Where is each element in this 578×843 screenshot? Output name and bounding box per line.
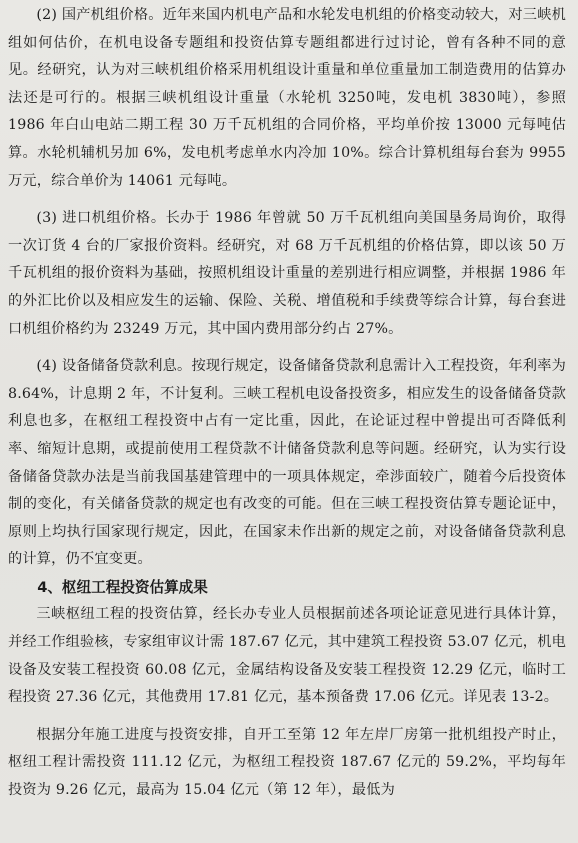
paragraph-domestic-unit-price: (2) 国产机组价格。近年来国内机电产品和水轮发电机组的价格变动较大，对三峡机组如何估价，在机电设备专题组和投资估算专题组都进行过讨论，曾有各种不同的意见。经研究，认为对三峡机组价格采用机组设计重量和单位重量加工制造费用的估算办法还是可行的。根据三峡机组设计重量（水轮机 3250吨，发电机 3830吨），参照 1986 年白山电站二期工程 30 万千瓦机组的合同价格，平均单价按 13000 元每吨估算。水轮机辅机另加 6%，发电机考虑单水内冷加 10%。综合计算机组每台套为 9955 万元，综合单价为 14061 元每吨。	[8, 7, 566, 189]
paragraph-imported-unit-price: (3) 进口机组价格。长办于 1986 年曾就 50 万千瓦机组向美国垦务局询价，取得一次订货 4 台的厂家报价资料。经研究，对 68 万千瓦机组的价格估算，即以该 50 万千瓦机组的报价资料为基础，按照机组设计重量的差别进行相应调整，并根据 1986 年的外汇比价以及相应发生的运输、保险、关税、增值税和手续费等综合计算，每台套进口机组价格约为 23249 万元，其中国内费用部分约占 27%。	[8, 210, 566, 337]
paragraph-gap	[8, 712, 566, 722]
paragraph-annual-schedule: 根据分年施工进度与投资安排，自开工至第 12 年左岸厂房第一批机组投产时止，枢纽工程计需投资 111.12 亿元，为枢纽工程投资 187.67 亿元的 59.2%，平均每年投资为 9.26 亿元，最高为 15.04 亿元（第 12 年），最低为	[8, 726, 566, 799]
paragraph-equipment-loan-interest: (4) 设备储备贷款利息。按现行规定，设备储备贷款利息需计入工程投资，年利率为 8.64%，计息期 2 年，不计复利。三峡工程机电设备投资多，相应发生的设备储备贷款利息也多，在枢纽工程投资中占有一定比重，因此，在论证过程中曾提出可否降低利率、缩短计息期，或提前使用工程贷款不计储备贷款利息等问题。经研究，认为实行设备储备贷款办法是当前我国基建管理中的一项具体规定，牵涉面较广，随着今后投资体制的变化，有关储备贷款的规定也有改变的可能。但在三峡工程投资估算专题论证中，原则上均执行国家现行规定，因此，在国家未作出新的规定之前，对设备储备贷款利息的计算，仍不宜变更。	[8, 358, 566, 568]
paragraph-gap	[8, 343, 566, 353]
paragraph-investment-result: 三峡枢纽工程的投资估算，经长办专业人员根据前述各项论证意见进行具体计算，并经工作组验核，专家组审议计需 187.67 亿元，其中建筑工程投资 53.07 亿元，机电设备及安装工程投资 60.08 亿元，金属结构设备及安装工程投资 12.29 亿元，临时工程投资 27.36 亿元，其他费用 17.81 亿元，基本预备费 17.06 亿元。详见表 13-2。	[8, 606, 566, 706]
section-heading: 4、枢纽工程投资估算成果	[37, 578, 208, 596]
paragraph-gap	[8, 195, 566, 205]
